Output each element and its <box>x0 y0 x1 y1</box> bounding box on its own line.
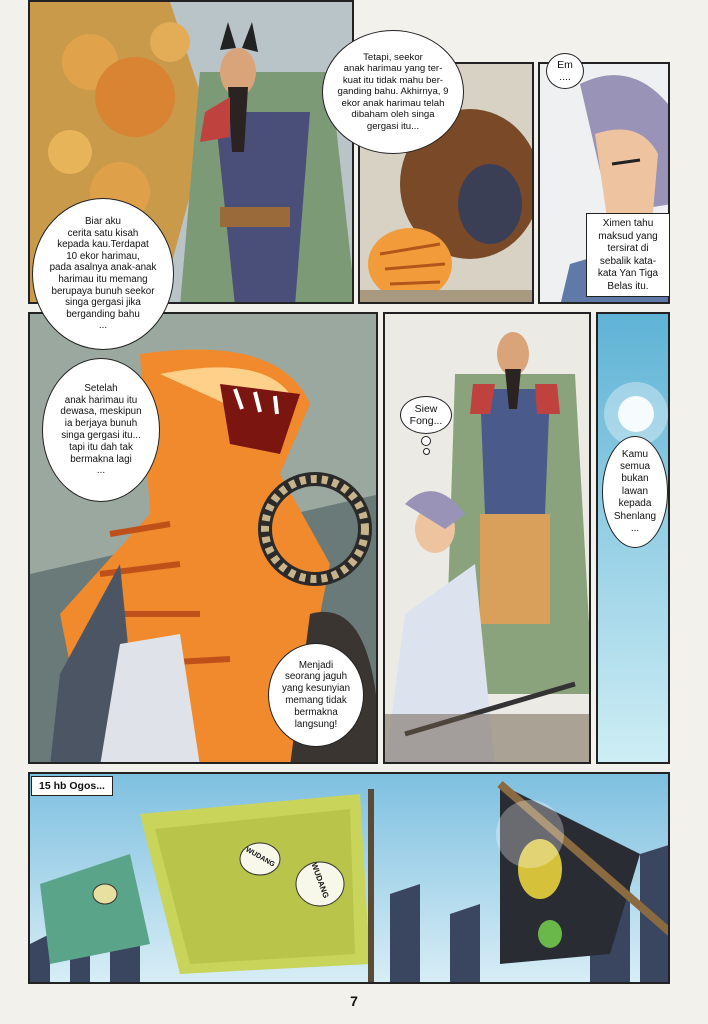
panel-banners <box>28 772 670 984</box>
panel-master-ximen <box>383 312 591 764</box>
speech-bubble-grown: Setelah anak harimau itu dewasa, meskipun ia berjaya bunuh singa gergasi itu... tapi itu dah tak bermakna lagi ... <box>42 358 160 502</box>
master-ximen-art <box>385 314 591 764</box>
banner-text-main: WUDANG <box>309 861 331 900</box>
speech-bubble-siew-fong: Siew Fong... <box>400 396 452 434</box>
speech-bubble-shenlang: Kamu semua bukan lawan kepada Shenlang ... <box>602 436 668 548</box>
thought-trail <box>421 436 431 446</box>
thought-trail-small <box>423 448 430 455</box>
speech-bubble-tale-intro: Biar aku cerita satu kisah kepada kau.Terdapat 10 ekor harimau, pada asalnya anak-anak harimau itu memang berupaya bunuh seekor singa gergasi jika berganding bahu ... <box>32 198 174 350</box>
speech-bubble-lonely: Menjadi seorang jaguh yang kesunyian memang tidak bermakna langsung! <box>268 643 364 747</box>
banner-text-small: WUDANG <box>244 846 276 869</box>
caption-date: 15 hb Ogos... <box>31 776 113 796</box>
speech-bubble-em: Em .... <box>546 53 584 89</box>
page-number: 7 <box>350 993 358 1009</box>
speech-bubble-tale-middle: Tetapi, seekor anak harimau yang ter- kuat itu tidak mahu ber- ganding bahu. Akhirnya, 9 ekor anak harimau telah dibaham oleh singa gergasi itu... <box>322 30 464 154</box>
caption-ximen: Ximen tahu maksud yang tersirat di sebalik kata- kata Yan Tiga Belas itu. <box>586 213 670 297</box>
banners-art <box>30 774 670 984</box>
